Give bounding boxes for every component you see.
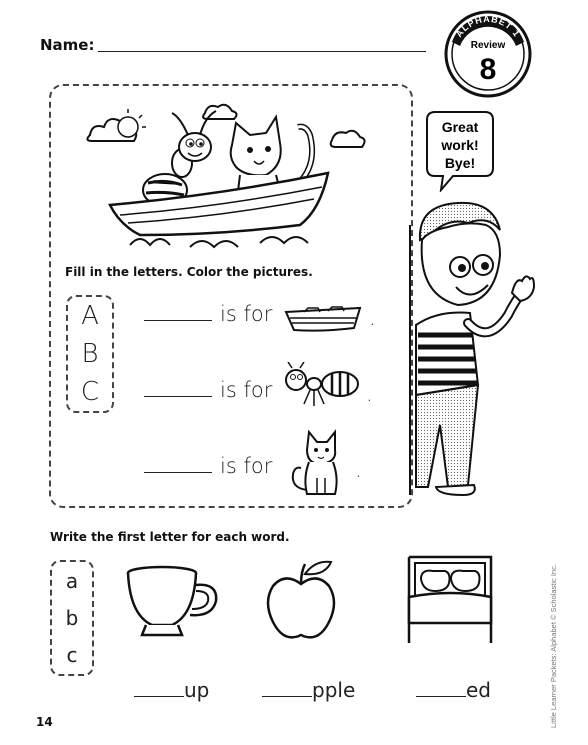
word-blank-1[interactable] bbox=[134, 696, 184, 697]
letter-A: A bbox=[81, 301, 99, 331]
apple-icon bbox=[265, 558, 337, 644]
bubble-line-1: Great bbox=[441, 119, 479, 135]
period-2: . bbox=[366, 382, 373, 406]
word-blank-3[interactable] bbox=[416, 696, 466, 697]
letter-B: B bbox=[81, 339, 99, 369]
badge-title: ALPHABET 1 bbox=[453, 13, 523, 39]
letter-C: C bbox=[80, 377, 100, 407]
row-cat bbox=[144, 454, 272, 478]
answer-blank-2[interactable] bbox=[144, 396, 212, 397]
ant-and-cat-boat-scene bbox=[70, 95, 390, 255]
is-for-label: is for bbox=[220, 454, 273, 478]
page-number: 14 bbox=[36, 715, 53, 729]
is-for-label: is for bbox=[220, 302, 273, 326]
word-bed bbox=[416, 678, 491, 702]
letter-b: b bbox=[65, 605, 79, 630]
word-suffix-up: up bbox=[184, 678, 210, 702]
word-blank-2[interactable] bbox=[262, 696, 312, 697]
is-for-label: is for bbox=[220, 378, 273, 402]
answer-blank-3[interactable] bbox=[144, 472, 212, 473]
cup-icon bbox=[124, 565, 220, 640]
word-apple bbox=[262, 678, 355, 702]
badge-number: 8 bbox=[479, 53, 497, 86]
word-suffix-ed: ed bbox=[466, 678, 491, 702]
boat-icon bbox=[282, 300, 364, 336]
period-3: . bbox=[355, 458, 362, 482]
copyright-credit bbox=[545, 545, 561, 730]
word-suffix-pple: pple bbox=[312, 678, 356, 702]
word-cup bbox=[134, 678, 209, 702]
speech-bubble bbox=[425, 110, 495, 192]
waving-boy-illustration bbox=[408, 195, 538, 505]
ant-icon bbox=[284, 362, 364, 408]
lowercase-letter-box bbox=[50, 560, 94, 676]
section-2-instruction: Write the first letter for each word. bbox=[50, 530, 290, 544]
badge-subtitle: Review bbox=[470, 40, 506, 51]
bubble-line-2: work! bbox=[441, 137, 479, 153]
row-boat bbox=[144, 302, 272, 326]
bed-icon bbox=[405, 553, 497, 645]
cat-icon bbox=[287, 428, 351, 498]
uppercase-letter-box bbox=[66, 295, 114, 413]
answer-blank-1[interactable] bbox=[144, 320, 212, 321]
row-ant bbox=[144, 378, 272, 402]
bubble-line-3: Bye! bbox=[444, 155, 476, 171]
name-field[interactable] bbox=[98, 51, 426, 52]
section-1-instruction: Fill in the letters. Color the pictures. bbox=[65, 265, 313, 279]
letter-a: a bbox=[65, 568, 79, 593]
credit-text: Little Learner Packets: Alphabet © Scholastic Inc. bbox=[549, 564, 558, 728]
review-badge bbox=[438, 4, 538, 100]
letter-c: c bbox=[66, 643, 78, 668]
period-1: . bbox=[369, 306, 376, 330]
name-label: Name: bbox=[40, 36, 95, 54]
